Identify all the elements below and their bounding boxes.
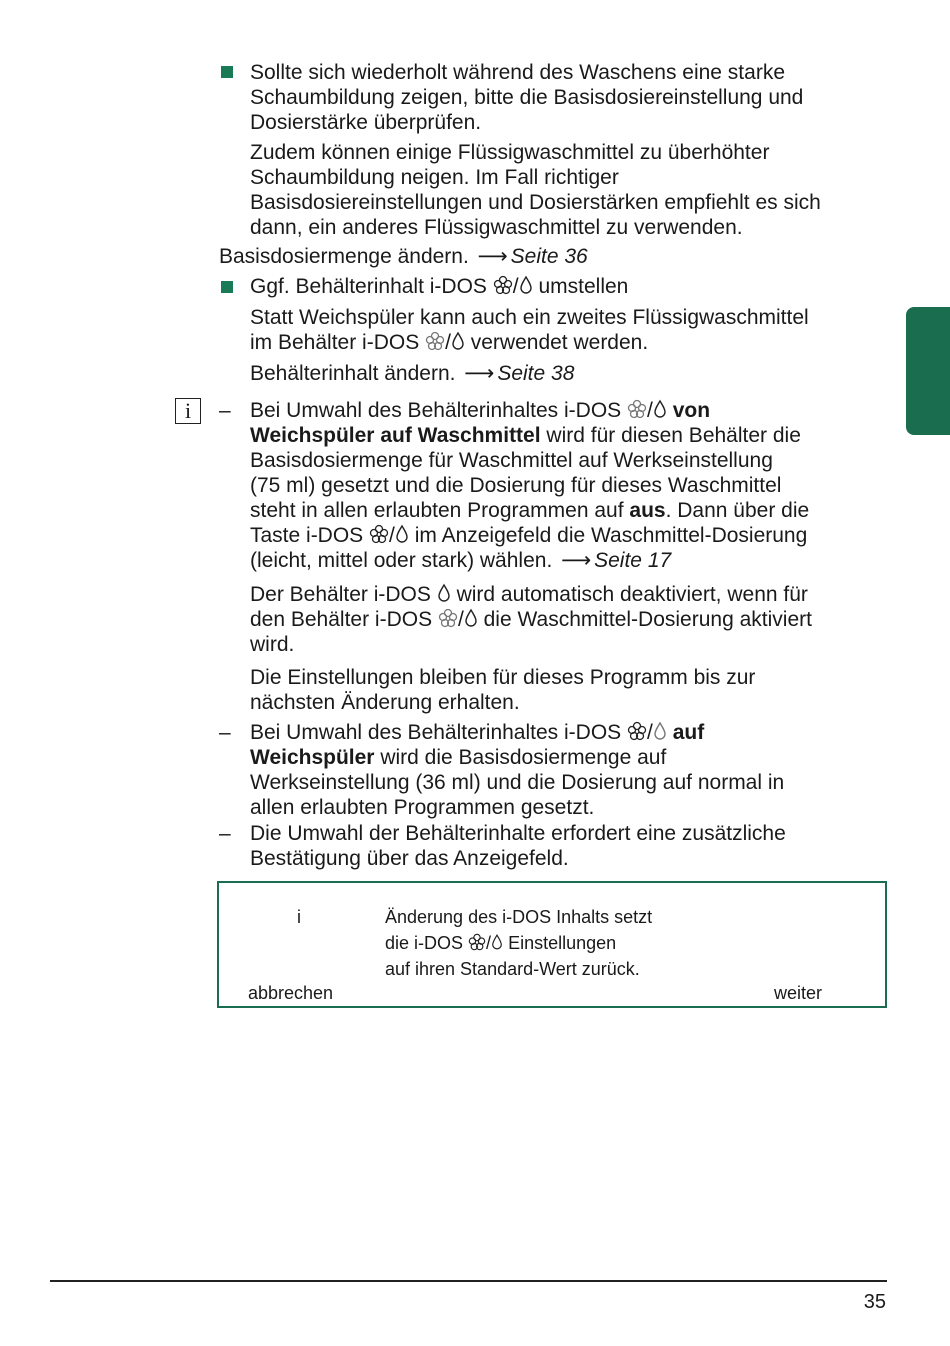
flower-icon — [468, 933, 486, 951]
page-link[interactable]: Seite 38 — [497, 362, 575, 385]
flower-icon — [425, 331, 445, 351]
bullet-square — [221, 66, 233, 78]
ref-behaelterinhalt: Behälterinhalt ändern. ⟶ Seite 38 — [250, 362, 575, 385]
arrow-icon: ⟶ — [464, 362, 495, 385]
info-icon: i — [175, 398, 201, 424]
drop-icon — [653, 721, 667, 741]
dash-marker: – — [219, 399, 231, 422]
para2-text: Statt Weichspüler kann auch ein zweites Flüssigwaschmittel im Behälter i-DOS / verwendet werden. — [250, 306, 809, 354]
drop-icon — [451, 331, 465, 351]
drop-icon — [491, 933, 503, 951]
flower-icon — [627, 721, 647, 741]
bullet1-text: Sollte sich wiederholt während des Waschens eine starke Schaumbildung zeigen, bitte die Basisdosiereinstellung und Dosierstärke überprüfen. — [250, 61, 804, 134]
flower-icon — [627, 399, 647, 419]
display-panel — [217, 881, 887, 1008]
display-info-icon: i — [297, 907, 301, 927]
cancel-button[interactable]: abbrechen — [248, 983, 334, 1003]
note1-para2: Der Behälter i-DOS wird automatisch deaktiviert, wenn für den Behälter i-DOS / die Waschmittel-Dosierung aktiviert wird. — [250, 583, 812, 656]
chapter-tab — [906, 307, 950, 435]
drop-icon — [653, 399, 667, 419]
drop-icon — [437, 583, 451, 603]
footer-divider — [50, 1280, 887, 1282]
drop-icon — [519, 275, 533, 295]
flower-icon — [369, 524, 389, 544]
ref-basisdosiermenge: Basisdosiermenge ändern. ⟶ Seite 36 — [219, 245, 588, 268]
drop-icon — [464, 608, 478, 628]
page-number: 35 — [863, 1291, 886, 1313]
drop-icon — [395, 524, 409, 544]
para1-text: Zudem können einige Flüssigwaschmittel zu überhöhter Schaumbildung neigen. Im Fall richtiger Basisdosiereinstellungen und Dosierstärken empfiehlt es sich dann, ein anderes Flüssigwaschmittel zu verwenden. — [250, 141, 821, 239]
arrow-icon: ⟶ — [561, 549, 592, 572]
note1-para3: Die Einstellungen bleiben für dieses Programm bis zur nächsten Änderung erhalten. — [250, 666, 756, 714]
bullet-square — [221, 281, 233, 293]
dash-marker: – — [219, 822, 231, 845]
page-link[interactable]: Seite 17 — [594, 549, 672, 572]
arrow-icon: ⟶ — [477, 245, 508, 268]
display-message: Änderung des i-DOS Inhalts setzt die i-DOS / Einstellungen auf ihren Standard-Wert zurück. — [385, 907, 653, 979]
bullet2-text: Ggf. Behälterinhalt i-DOS / umstellen — [250, 275, 629, 298]
flower-icon — [438, 608, 458, 628]
note1-text: Bei Umwahl des Behälterinhaltes i-DOS / von Weichspüler auf Waschmittel wird für diesen Behälter die Basisdosiermenge für Waschmittel auf Werkseinstellung (75 ml) gesetzt und die Dosierung für dieses Waschmittel steht in allen erlaubten Programmen auf aus. Dann über die Taste i-DOS / im Anzeigefeld die Waschmittel-Dosierung (leicht, mittel oder stark) wählen. ⟶ Seite 17 — [250, 399, 810, 572]
page-link[interactable]: Seite 36 — [510, 245, 588, 268]
dash-marker: – — [219, 721, 231, 744]
note3-text: Die Umwahl der Behälterinhalte erfordert eine zusätzliche Bestätigung über das Anzeigefeld. — [250, 822, 786, 870]
note2-text: Bei Umwahl des Behälterinhaltes i-DOS / auf Weichspüler wird die Basisdosiermenge auf Werkseinstellung (36 ml) und die Dosierung auf normal in allen erlaubten Programmen gesetzt. — [250, 721, 785, 819]
flower-icon — [493, 275, 513, 295]
next-button[interactable]: weiter — [774, 983, 823, 1003]
